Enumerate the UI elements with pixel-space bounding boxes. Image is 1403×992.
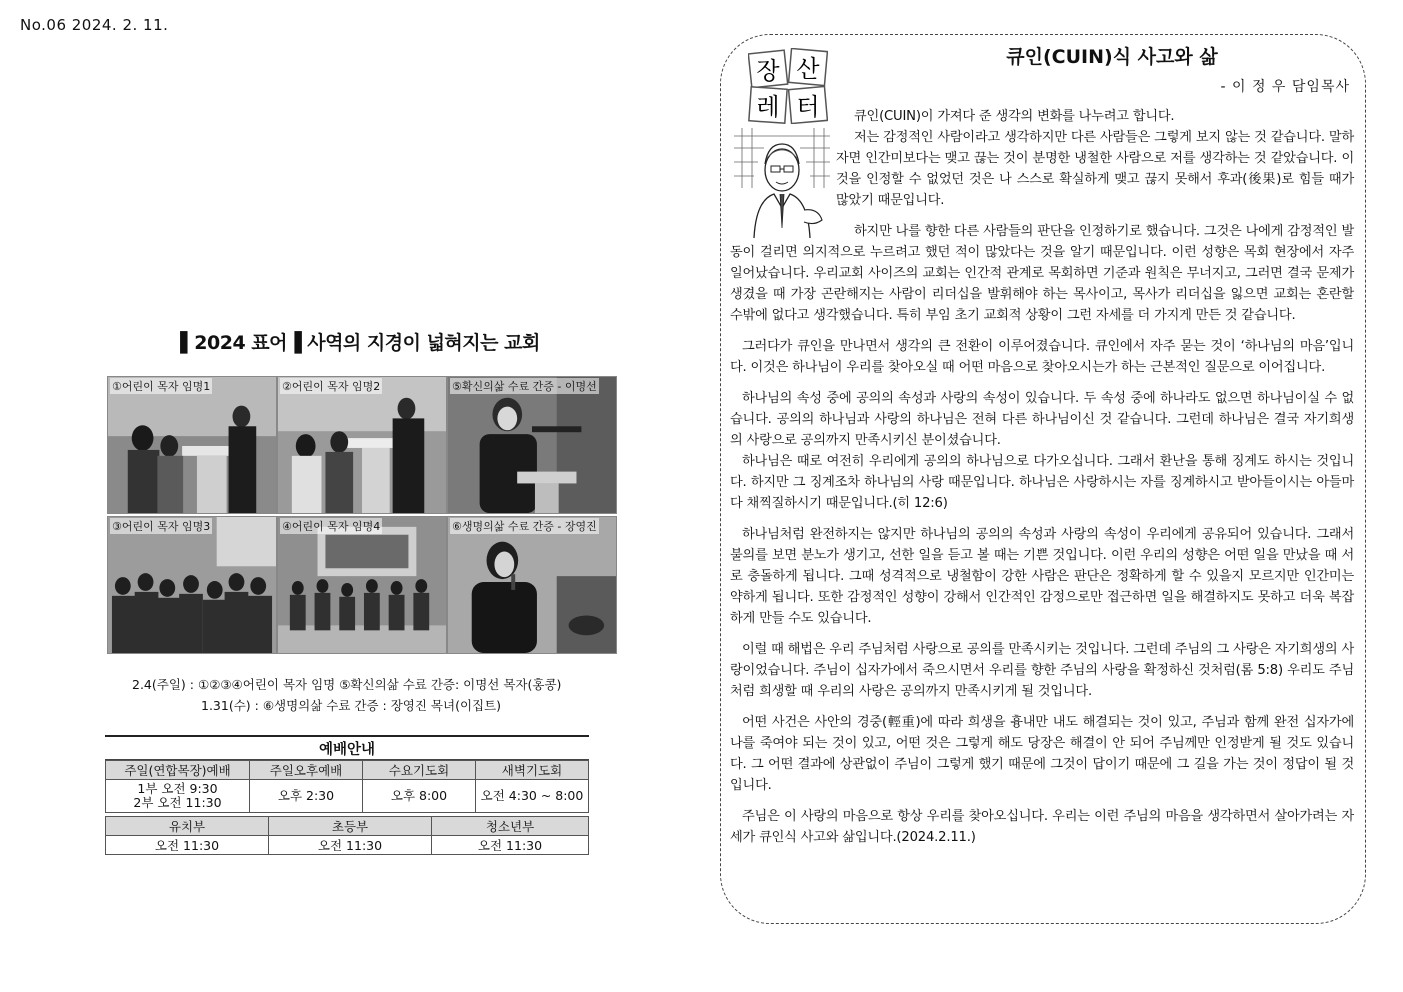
paragraph-7: 하나님처럼 완전하지는 않지만 하나님의 공의의 속성과 사랑의 속성이 우리에게 공유되어 있습니다. 그래서 불의를 보면 분노가 생기고, 선한 일을 듣고 볼 때는 기쁜 것입니다. 이런 우리의 성향은 어떤 일을 만났을 때 서로 충돌하게 됩니다. 그때 성격적으로 냉철함이 강한 사람은 판단은 정확하게 할 수 있을지 모르지만 인간미는 약하게 됩니다. 또한 감정적인 성향이 강해서 인간적인 감정으로만 접근하면 일을 해결하지도 못하고 더욱 복잡하게 만들 수도 있습니다. [730, 527, 1354, 626]
photo-caption: ⑥생명의삶 수료 간증 - 장영진 [452, 520, 597, 533]
sunday-times [106, 780, 250, 813]
photo-image [448, 517, 616, 653]
yearly-motto: ▌2024 표어▐ 사역의 지경이 넓혀지는 교회 [180, 332, 540, 354]
worship-title: 예배안내 [105, 735, 589, 760]
worship-schedule [105, 735, 589, 855]
logo-char-3: 레 [756, 93, 780, 121]
photo-4 [107, 516, 277, 654]
photo-3 [447, 376, 617, 514]
photo-captions [105, 674, 615, 716]
elementary-time: 오전 11:30 [269, 836, 432, 855]
issue-number: No.06 2024. 2. 11. [20, 16, 169, 34]
photo-caption: ③어린이 목자 임명3 [112, 520, 211, 533]
caption-line-1: 2.4(주일) : ①②③④어린이 목자 임명 ⑤확신의삶 수료 간증: 이명선 목자(홍콩) [132, 677, 562, 692]
wednesday-time: 오후 8:00 [363, 780, 476, 813]
logo-char-2: 산 [796, 55, 820, 83]
paragraph-6: 하나님은 때로 여전히 우리에게 공의의 하나님으로 다가오십니다. 그래서 환난을 통해 징계도 하시는 것입니다. 하지만 그 징계조차 하나님의 사랑 때문입니다. 하나님은 사랑하시는 자를 징계하시고 받아들이시는 아들마다 채찍질하시기 때문입니다.(히 12:6) [730, 454, 1354, 511]
paragraph-3: 하지만 나를 향한 다른 사람들의 판단을 인정하기로 했습니다. 그것은 나에게 감정적인 발동이 걸리면 의지적으로 누르려고 했던 적이 많았다는 것을 알기 때문입니다. 이런 성향은 목회 현장에서 자주 일어났습니다. 우리교회 사이즈의 교회는 인간적 관계로 목회하면 기준과 원칙은 무너지고, 그러면 결국 문제가 생겼을 때 가장 곤란해지는 사람이 리더십을 발휘해야 하는 목사이고, 목사가 리더십을 잃으면 교회는 혼란할 수밖에 없다고 생각했습니다. 특히 부임 초기 교회적 상황이 그런 자세를 더 가지게 만든 것 같습니다. [730, 224, 1354, 323]
youth-time: 오전 11:30 [432, 836, 589, 855]
paragraph-5: 하나님의 속성 중에 공의의 속성과 사랑의 속성이 있습니다. 두 속성 중에 하나라도 없으면 하나님이실 수 없습니다. 공의의 하나님과 사랑의 하나님은 전혀 다른 하나님이신 것 같습니다. 그런데 하나님은 결국 자기희생의 사랑으로 공의까지 만족시키신 분이셨습니다. [730, 391, 1354, 448]
paragraph-9: 어떤 사건은 사안의 경중(輕重)에 따라 희생을 흉내만 내도 해결되는 것이 있고, 주님과 함께 완전 십자가에 나를 죽여야 되는 것이 있고, 어떤 것은 그렇게 해도 당장은 해결이 안 되어 주님께만 인정받게 될 것도 있습니다. 그 어떤 결과에 상관없이 주님이 그렇게 했기 때문에 그것이 답이기 때문에 그 길을 가는 것이 정답이 될 것입니다. [730, 715, 1354, 793]
letter-author: - 이 정 우 담임목사 [1220, 79, 1350, 95]
photo-image [448, 377, 616, 513]
paragraph-1: 큐인(CUIN)이 가져다 준 생각의 변화를 나누려고 합니다. [854, 109, 1175, 124]
header-youth: 청소년부 [432, 817, 589, 836]
worship-table [105, 760, 589, 813]
sunday-afternoon-time: 오후 2:30 [250, 780, 363, 813]
photo-caption: ①어린이 목자 임명1 [112, 380, 211, 393]
header-wednesday: 수요기도회 [363, 761, 476, 780]
photo-5 [277, 516, 447, 654]
letter-body [730, 106, 1354, 848]
photo-caption: ②어린이 목자 임명2 [282, 380, 381, 393]
photo-image [108, 377, 276, 513]
photo-2 [277, 376, 447, 514]
letter-title: 큐인(CUIN)식 사고와 삶 [1006, 46, 1218, 68]
paragraph-4: 그러다가 큐인을 만나면서 생각의 큰 전환이 이루어졌습니다. 큐인에서 자주 묻는 것이 ‘하나님의 마음’입니다. 이것은 하나님이 우리를 찾아오실 때 어떤 마음으로 찾아오시는가 하는 근본적인 질문으로 이어집니다. [730, 339, 1354, 375]
photo-image [108, 517, 276, 653]
caption-line-2: 1.31(수) : ⑥생명의삶 수료 간증 : 장영진 목녀(이집트) [201, 698, 502, 713]
service-2-time: 2부 오전 11:30 [133, 795, 222, 810]
header-dawn: 새벽기도회 [476, 761, 589, 780]
paragraph-8: 이럴 때 해법은 우리 주님처럼 사랑으로 공의를 만족시키는 것입니다. 그런데 주님의 그 사랑은 자기희생의 사랑이었습니다. 주님이 십자가에서 죽으시면서 우리를 향한 주님의 사랑을 확정하신 것처럼(롬 5:8) 우리도 주님처럼 희생할 때 우리의 사랑은 공의까지 만족시키게 될 것입니다. [730, 642, 1354, 699]
header-kindergarten: 유치부 [106, 817, 269, 836]
service-1-time: 1부 오전 9:30 [137, 781, 218, 796]
photo-caption: ⑤확신의삶 수료 간증 - 이명선 [452, 380, 597, 393]
portrait-space [730, 106, 836, 239]
department-table [105, 816, 589, 855]
logo-char-1: 장 [756, 57, 780, 85]
header-sunday-afternoon: 주일오후예배 [250, 761, 363, 780]
paragraph-10: 주님은 이 사랑의 마음으로 항상 우리를 찾아오십니다. 우리는 이런 주님의 마음을 생각하면서 살아가려는 자세가 큐인식 사고와 삶입니다.(2024.2.11.) [730, 809, 1354, 845]
paragraph-2: 저는 감정적인 사람이라고 생각하지만 다른 사람들은 그렇게 보지 않는 것 같습니다. 말하자면 인간미보다는 맺고 끊는 것이 분명한 냉철한 사람으로 저를 생각하는 것 같았습니다. 이것을 인정할 수 없었던 것은 나 스스로 확실하게 맺고 끊지 못해서 후과(後果)로 힘들 때가 많았기 때문입니다. [836, 130, 1354, 208]
photo-grid [107, 376, 617, 654]
photo-1 [107, 376, 277, 514]
header-elementary: 초등부 [269, 817, 432, 836]
kindergarten-time: 오전 11:30 [106, 836, 269, 855]
photo-image [278, 377, 446, 513]
logo-char-4: 터 [796, 93, 820, 121]
photo-caption: ④어린이 목자 임명4 [282, 520, 381, 533]
photo-image [278, 517, 446, 653]
dawn-time: 오전 4:30 ~ 8:00 [476, 780, 589, 813]
photo-6 [447, 516, 617, 654]
header-sunday: 주일(연합목장)예배 [106, 761, 250, 780]
